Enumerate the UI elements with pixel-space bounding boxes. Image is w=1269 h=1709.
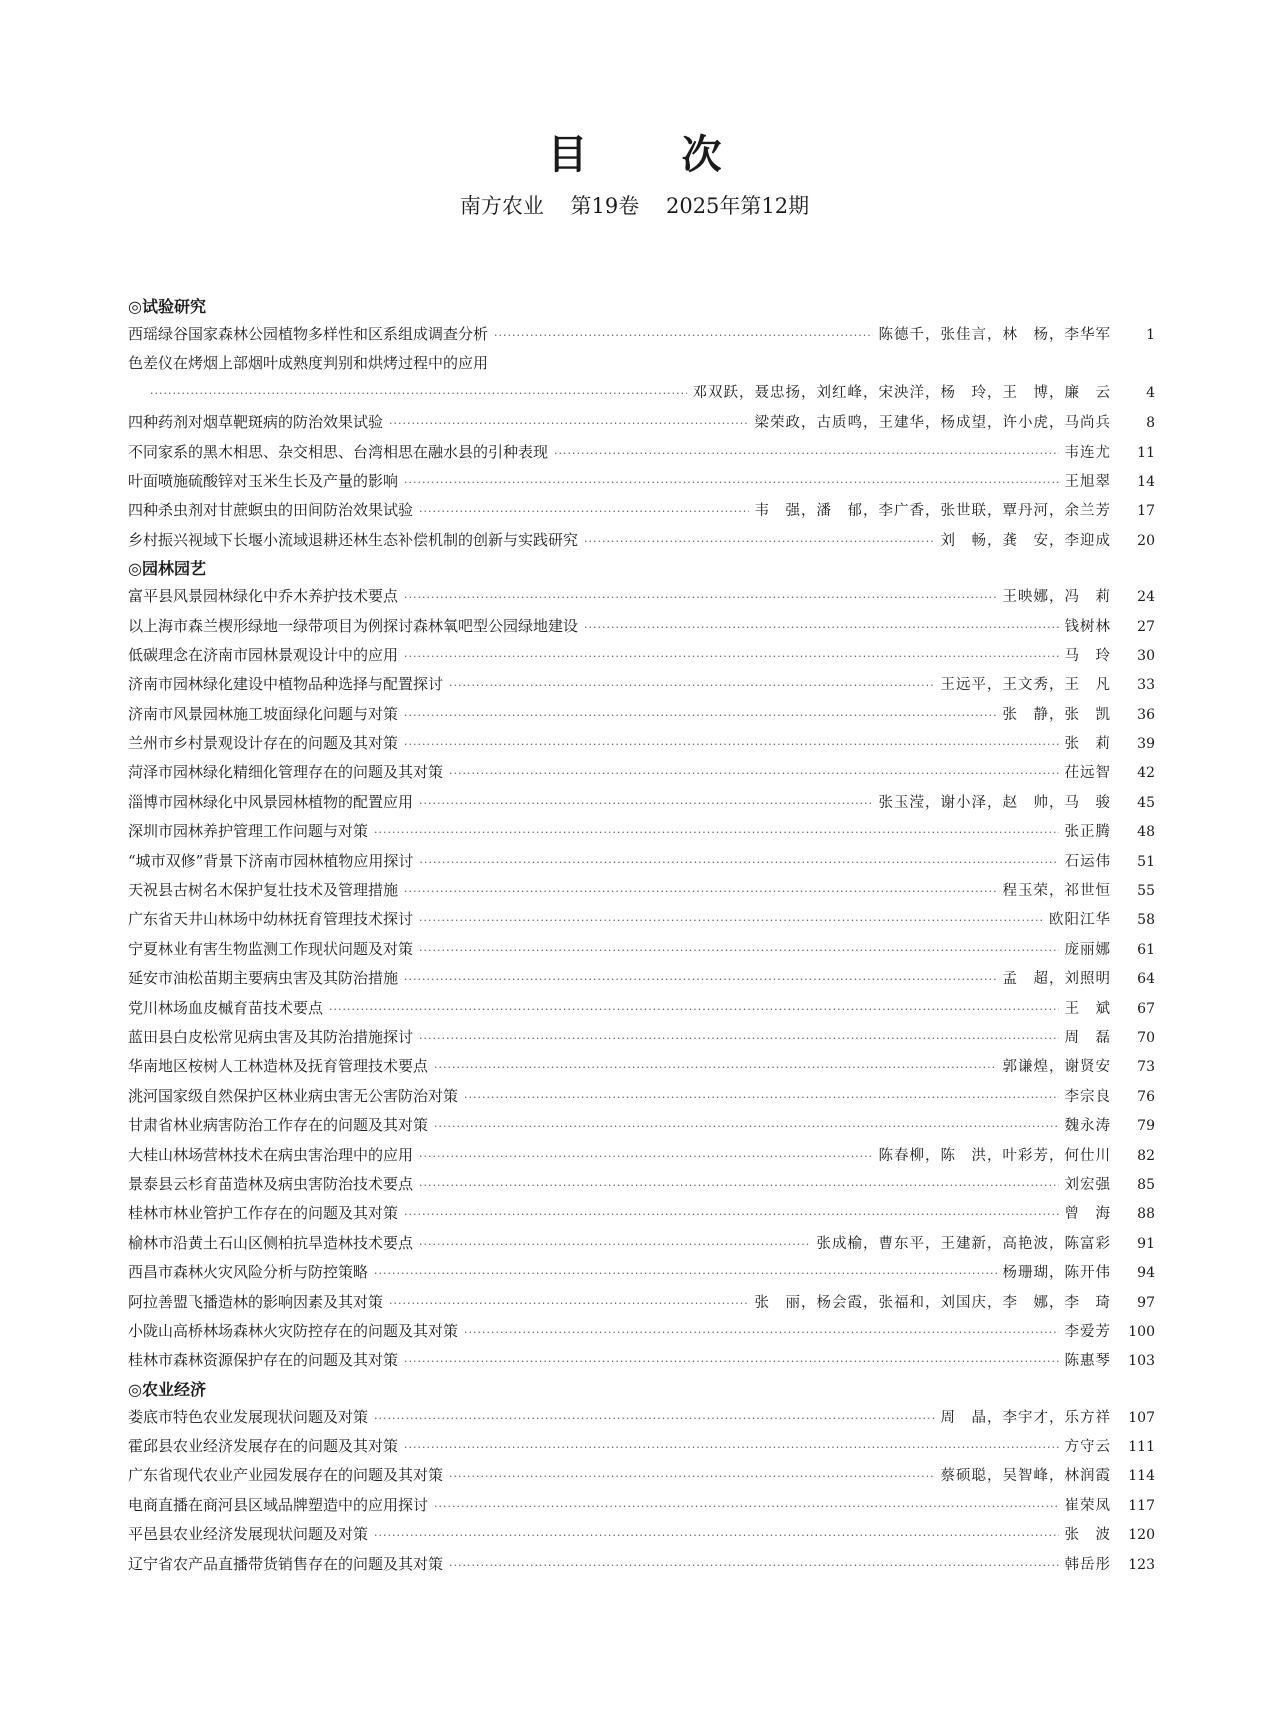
article-title: 富平县风景园林绿化中乔木养护技术要点 xyxy=(128,587,399,606)
dot-leader xyxy=(404,642,1058,671)
toc-entry[interactable] xyxy=(128,994,1155,1023)
dot-leader xyxy=(419,906,1043,935)
article-title: 小陇山高桥林场森林火灾防控存在的问题及其对策 xyxy=(128,1321,459,1340)
toc-entry[interactable] xyxy=(128,1258,1155,1287)
article-authors: 刘 畅，龚 安，李迎成 xyxy=(940,532,1111,549)
article-authors: 周 晶，李宇才，乐方祥 xyxy=(940,1409,1111,1426)
dot-leader xyxy=(449,1551,1058,1580)
article-authors: 欧阳江华 xyxy=(1049,912,1111,929)
article-title: 乡村振兴视域下长堰小流域退耕还林生态补偿机制的创新与实践研究 xyxy=(128,530,579,549)
toc-entry[interactable] xyxy=(128,1111,1155,1140)
page-number: 51 xyxy=(1137,853,1155,870)
page-number: 111 xyxy=(1128,1439,1155,1456)
article-authors: 王映娜，冯 莉 xyxy=(1002,589,1111,606)
article-authors: 魏永涛 xyxy=(1064,1118,1111,1135)
page-number: 61 xyxy=(1137,941,1155,958)
article-authors: 杨珊瑚，陈开伟 xyxy=(1002,1265,1111,1282)
article-title: 蓝田县白皮松常见病虫害及其防治措施探讨 xyxy=(128,1027,414,1046)
toc-entry[interactable] xyxy=(128,817,1155,846)
article-authors: 程玉荣，祁世恒 xyxy=(1002,883,1111,900)
article-title: 甘肃省林业病害防治工作存在的问题及其对策 xyxy=(128,1116,429,1135)
article-title: 济南市风景园林施工坡面绿化问题与对策 xyxy=(128,704,399,723)
dot-leader xyxy=(150,379,687,408)
page-number: 103 xyxy=(1128,1353,1155,1370)
dot-leader xyxy=(464,1318,1058,1347)
page-number: 85 xyxy=(1137,1176,1155,1193)
toc-entry[interactable] xyxy=(128,1023,1155,1052)
article-authors: 陈德千，张佳言，林 杨，李华军 xyxy=(878,327,1111,343)
toc-entry[interactable] xyxy=(128,1520,1155,1549)
page-number: 100 xyxy=(1128,1323,1155,1340)
page-number: 67 xyxy=(1137,1000,1155,1017)
page-number: 114 xyxy=(1128,1468,1155,1485)
dot-leader xyxy=(419,1142,872,1171)
page-title: 目 次 xyxy=(547,131,762,178)
toc-entry[interactable] xyxy=(128,496,1155,525)
toc-entry[interactable] xyxy=(128,526,1155,555)
dot-leader xyxy=(449,671,934,700)
dot-leader xyxy=(404,1433,1058,1462)
article-title: 天祝县古树名木保护复壮技术及管理措施 xyxy=(128,881,399,900)
section-heading: ◎农业经济 xyxy=(128,1379,206,1399)
toc-entry[interactable] xyxy=(128,1288,1155,1317)
page-number: 107 xyxy=(1128,1409,1155,1426)
toc-entry[interactable] xyxy=(128,1170,1155,1199)
toc-entry[interactable] xyxy=(128,758,1155,787)
page-number: 64 xyxy=(1137,971,1155,988)
toc-entry[interactable] xyxy=(128,379,1155,408)
toc-entry[interactable] xyxy=(128,1461,1155,1490)
dot-leader xyxy=(374,1259,996,1288)
page-number: 4 xyxy=(1146,384,1155,401)
page-number: 14 xyxy=(1137,473,1155,490)
dot-leader xyxy=(374,1404,934,1433)
article-title: 大桂山林场营林技术在病虫害治理中的应用 xyxy=(128,1145,414,1164)
article-title: 济南市园林绿化建设中植物品种选择与配置探讨 xyxy=(128,675,444,694)
page-number: 42 xyxy=(1137,765,1155,782)
article-authors: 方守云 xyxy=(1064,1439,1111,1456)
toc-entry[interactable] xyxy=(128,905,1155,934)
article-authors: 陈春柳，陈 洪，叶彩芳，何仕川 xyxy=(878,1147,1111,1164)
article-authors: 张 静，张 凯 xyxy=(1002,706,1111,723)
dot-leader xyxy=(419,848,1058,877)
article-authors: 郭谦煌，谢贤安 xyxy=(1002,1059,1111,1076)
article-authors: 李宗良 xyxy=(1064,1088,1111,1105)
toc-entry[interactable] xyxy=(128,349,1155,378)
toc-entry[interactable] xyxy=(128,935,1155,964)
dot-leader xyxy=(419,936,1058,965)
page-number: 30 xyxy=(1137,647,1155,664)
article-authors: 孟 超，刘照明 xyxy=(1002,971,1111,988)
page-number: 17 xyxy=(1137,503,1155,520)
article-title: 四种药剂对烟草靶斑病的防治效果试验 xyxy=(128,413,384,432)
table-of-contents xyxy=(128,293,1155,1579)
article-title: 菏泽市园林绿化精细化管理存在的问题及其对策 xyxy=(128,763,444,782)
dot-leader xyxy=(389,409,748,438)
article-authors: 周 磊 xyxy=(1064,1029,1111,1046)
article-title: 洮河国家级自然保护区林业病虫害无公害防治对策 xyxy=(128,1086,459,1105)
toc-entry[interactable] xyxy=(128,320,1155,349)
dot-leader xyxy=(584,613,1058,642)
article-authors: 曾 海 xyxy=(1064,1206,1111,1223)
page-number: 117 xyxy=(1128,1497,1155,1514)
dot-leader xyxy=(494,321,872,350)
toc-entry[interactable] xyxy=(128,1317,1155,1346)
toc-entry[interactable] xyxy=(128,1229,1155,1258)
page-number: 123 xyxy=(1128,1556,1155,1573)
article-title: 阿拉善盟飞播造林的影响因素及其对策 xyxy=(128,1292,384,1311)
article-title: 西昌市森林火灾风险分析与防控策略 xyxy=(128,1263,369,1282)
article-authors: 邓双跃，聂忠扬，刘红峰，宋泱洋，杨 玲，王 博，廉 云 xyxy=(692,384,1111,401)
toc-entry[interactable] xyxy=(128,1052,1155,1081)
page-number: 88 xyxy=(1137,1206,1155,1223)
article-title: 以上海市森兰楔形绿地一绿带项目为例探讨森林氧吧型公园绿地建设 xyxy=(128,616,579,635)
page-number: 73 xyxy=(1137,1059,1155,1076)
article-title: 宁夏林业有害生物监测工作现状问题及对策 xyxy=(128,939,414,958)
article-title: 叶面喷施硫酸锌对玉米生长及产量的影响 xyxy=(128,471,399,490)
page-number: 8 xyxy=(1146,415,1155,432)
article-title: 景泰县云杉育苗造林及病虫害防治技术要点 xyxy=(128,1174,414,1193)
article-title: 延安市油松苗期主要病虫害及其防治措施 xyxy=(128,969,399,988)
dot-leader xyxy=(464,1083,1058,1112)
dot-leader xyxy=(449,759,1058,788)
article-title: 党川林场血皮槭育苗技术要点 xyxy=(128,998,324,1017)
article-authors: 崔荣凤 xyxy=(1064,1497,1111,1514)
page-number: 24 xyxy=(1137,589,1155,606)
dot-leader xyxy=(434,1053,996,1082)
toc-entry[interactable] xyxy=(128,700,1155,729)
page-number: 20 xyxy=(1137,532,1155,549)
toc-entry[interactable] xyxy=(128,641,1155,670)
article-title: 娄底市特色农业发展现状问题及对策 xyxy=(128,1407,369,1426)
dot-leader xyxy=(419,1230,810,1259)
dot-leader xyxy=(584,527,934,556)
dot-leader xyxy=(404,583,996,612)
dot-leader xyxy=(329,995,1058,1024)
article-title: 榆林市沿黄土石山区侧柏抗旱造林技术要点 xyxy=(128,1233,414,1252)
article-authors: 钱树林 xyxy=(1064,618,1111,635)
page-number: 48 xyxy=(1137,824,1155,841)
page-number: 91 xyxy=(1137,1235,1155,1252)
article-authors: 石运伟 xyxy=(1064,853,1111,870)
dot-leader xyxy=(554,439,1058,468)
article-title: 辽宁省农产品直播带货销售存在的问题及其对策 xyxy=(128,1554,444,1573)
dot-leader xyxy=(389,1289,748,1318)
dot-leader xyxy=(374,1521,1058,1550)
article-authors: 韦 强，潘 郁，李广香，张世联，覃丹河，余兰芳 xyxy=(754,503,1111,520)
page-number: 11 xyxy=(1137,444,1155,461)
page-number: 70 xyxy=(1137,1029,1155,1046)
toc-entry[interactable] xyxy=(128,1403,1155,1432)
page-number: 58 xyxy=(1137,912,1155,929)
article-title: 深圳市园林养护管理工作问题与对策 xyxy=(128,822,369,841)
toc-entry[interactable] xyxy=(128,467,1155,496)
article-authors: 张正腾 xyxy=(1064,824,1111,841)
toc-entry[interactable] xyxy=(128,1346,1155,1375)
article-title: 不同家系的黑木相思、杂交相思、台湾相思在融水县的引种表现 xyxy=(128,442,549,461)
dot-leader xyxy=(404,468,1058,497)
article-title: 广东省现代农业产业园发展存在的问题及其对策 xyxy=(128,1466,444,1485)
article-title: 兰州市乡村景观设计存在的问题及其对策 xyxy=(128,734,399,753)
dot-leader xyxy=(419,1171,1058,1200)
article-authors: 韦连尤 xyxy=(1064,444,1111,461)
article-authors: 茌远智 xyxy=(1064,765,1111,782)
page-number: 120 xyxy=(1128,1527,1155,1544)
toc-entry[interactable] xyxy=(128,964,1155,993)
article-title: 西瑶绿谷国家森林公园植物多样性和区系组成调查分析 xyxy=(128,325,489,343)
page-number: 36 xyxy=(1137,706,1155,723)
dot-leader xyxy=(419,1024,1058,1053)
page-number: 1 xyxy=(1146,327,1155,343)
toc-entry[interactable] xyxy=(128,876,1155,905)
toc-entry[interactable] xyxy=(128,1082,1155,1111)
toc-entry[interactable] xyxy=(128,847,1155,876)
article-authors: 张玉滢，谢小泽，赵 帅，马 骏 xyxy=(878,794,1111,811)
article-authors: 张成榆，曹东平，王建新，高艳波，陈富彩 xyxy=(816,1235,1111,1252)
section-heading: ◎试验研究 xyxy=(128,297,206,316)
page-number: 39 xyxy=(1137,736,1155,753)
article-authors: 李爱芳 xyxy=(1064,1323,1111,1340)
article-authors: 张 丽，杨会霞，张福和，刘国庆，李 娜，李 琦 xyxy=(754,1294,1111,1311)
article-authors: 王 斌 xyxy=(1064,1000,1111,1017)
dot-leader xyxy=(419,789,872,818)
toc-entry[interactable] xyxy=(128,408,1155,437)
toc-entry[interactable] xyxy=(128,1432,1155,1461)
section-heading: ◎园林园艺 xyxy=(128,559,206,579)
article-title: 广东省天井山林场中幼林抚育管理技术探讨 xyxy=(128,910,414,929)
article-title: 四种杀虫剂对甘蔗螟虫的田间防治效果试验 xyxy=(128,501,414,520)
article-title: 平邑县农业经济发展现状问题及对策 xyxy=(128,1525,369,1544)
dot-leader xyxy=(374,818,1058,847)
toc-entry[interactable] xyxy=(128,1491,1155,1520)
article-title: “城市双修”背景下济南市园林植物应用探讨 xyxy=(128,851,414,870)
dot-leader xyxy=(404,701,996,730)
article-authors: 王旭翠 xyxy=(1064,473,1111,490)
article-authors: 张 莉 xyxy=(1064,736,1111,753)
page-number: 79 xyxy=(1137,1118,1155,1135)
article-authors: 马 玲 xyxy=(1064,647,1111,664)
dot-leader xyxy=(404,877,996,906)
toc-entry[interactable] xyxy=(128,438,1155,467)
toc-entry[interactable] xyxy=(128,788,1155,817)
dot-leader xyxy=(434,1112,1058,1141)
article-authors: 王远平，王文秀，王 凡 xyxy=(940,677,1111,694)
dot-leader xyxy=(404,1347,1058,1376)
article-authors: 梁荣政，古质鸣，王建华，杨成望，许小虎，马尚兵 xyxy=(754,415,1111,432)
dot-leader xyxy=(404,965,996,994)
article-authors: 蔡硕聪，吴智峰，林润霞 xyxy=(940,1468,1111,1485)
page-number: 33 xyxy=(1137,677,1155,694)
article-title: 淄博市园林绿化中风景园林植物的配置应用 xyxy=(128,792,414,811)
article-title: 霍邱县农业经济发展存在的问题及其对策 xyxy=(128,1437,399,1456)
article-authors: 刘宏强 xyxy=(1064,1176,1111,1193)
article-title: 低碳理念在济南市园林景观设计中的应用 xyxy=(128,645,399,664)
article-title: 华南地区桉树人工林造林及抚育管理技术要点 xyxy=(128,1057,429,1076)
article-title: 色差仪在烤烟上部烟叶成熟度判别和烘烤过程中的应用 xyxy=(128,354,489,373)
page-number: 45 xyxy=(1137,794,1155,811)
dot-leader xyxy=(449,1462,934,1491)
dot-leader xyxy=(434,1492,1058,1521)
page-number: 27 xyxy=(1137,618,1155,635)
article-title: 桂林市森林资源保护存在的问题及其对策 xyxy=(128,1351,399,1370)
article-title: 电商直播在商河县区域品牌塑造中的应用探讨 xyxy=(128,1495,429,1514)
page-number: 97 xyxy=(1137,1294,1155,1311)
toc-entry[interactable] xyxy=(128,612,1155,641)
page-number: 82 xyxy=(1137,1147,1155,1164)
dot-leader xyxy=(419,497,748,526)
article-authors: 陈惠琴 xyxy=(1064,1353,1111,1370)
article-authors: 庞丽娜 xyxy=(1064,941,1111,958)
article-title: 桂林市林业管护工作存在的问题及其对策 xyxy=(128,1204,399,1223)
toc-entry[interactable] xyxy=(128,582,1155,611)
toc-entry[interactable] xyxy=(128,670,1155,699)
toc-entry[interactable] xyxy=(128,1141,1155,1170)
article-authors: 张 波 xyxy=(1064,1527,1111,1544)
dot-leader xyxy=(404,1200,1058,1229)
page-number: 76 xyxy=(1137,1088,1155,1105)
journal-issue-subtitle: 南方农业 第19卷 2025年第12期 xyxy=(459,194,810,218)
toc-entry[interactable] xyxy=(128,729,1155,758)
dot-leader xyxy=(404,730,1058,759)
article-authors: 韩岳彤 xyxy=(1064,1556,1111,1573)
toc-entry[interactable] xyxy=(128,1550,1155,1579)
page-number: 94 xyxy=(1137,1265,1155,1282)
toc-entry[interactable] xyxy=(128,1199,1155,1228)
page-number: 55 xyxy=(1137,883,1155,900)
